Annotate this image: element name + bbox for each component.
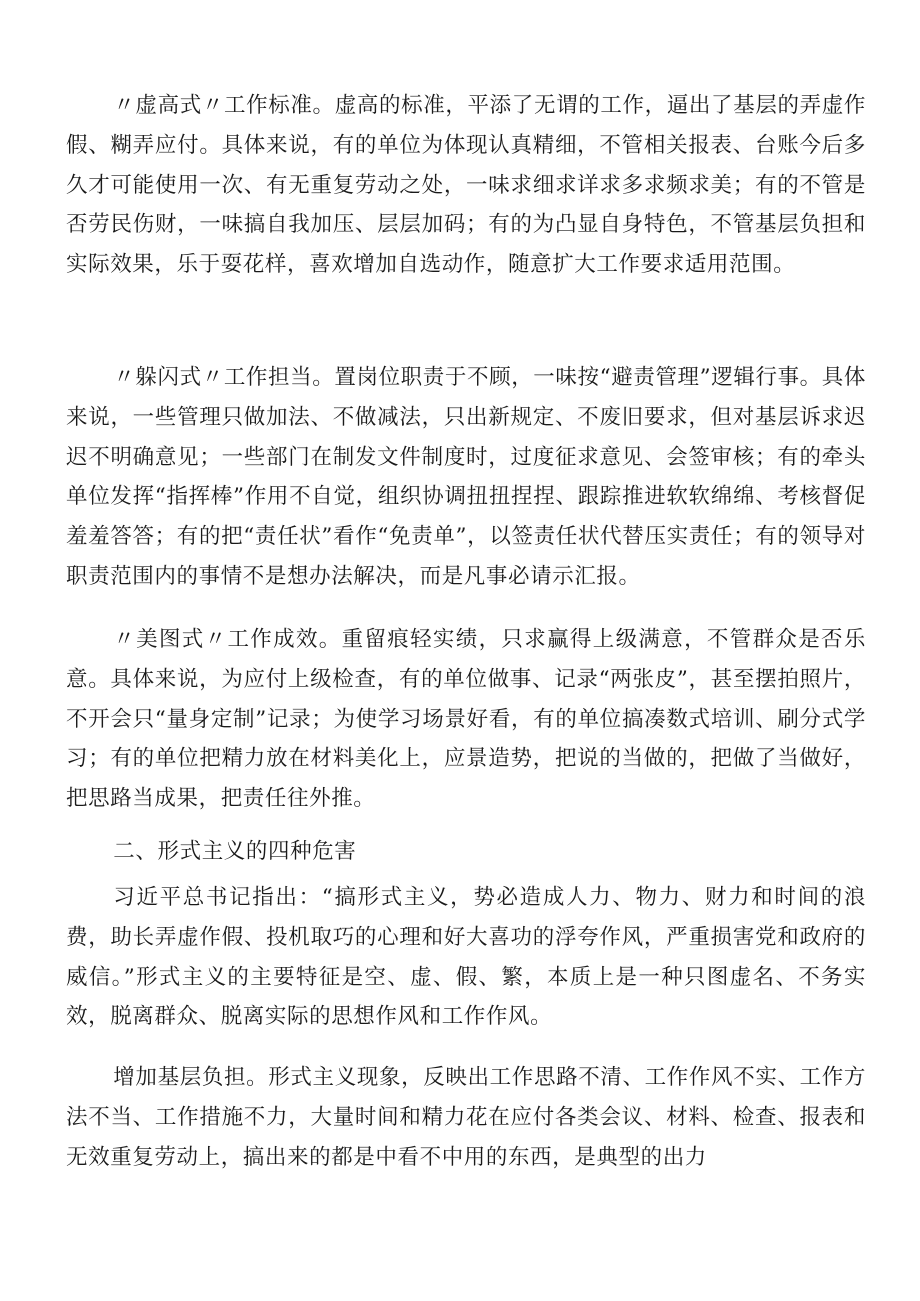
section-heading: 二、形式主义的四种危害 bbox=[113, 839, 357, 864]
paragraph-showcase-results: 〃美图式〃工作成效。重留痕轻实绩，只求赢得上级满意，不管群众是否乐意。具体来说，为应付上级检查，有的单位做事、记录“两张皮”，甚至摆拍照片，不开会只“量身定制”记录；为使学习场景好看，有的单位搞凑数式培训、刷分式学习；有的单位把精力放在材料美化上，应景造势，把说的当做的，把做了当做好，把思路当成果，把责任往外推。 bbox=[66, 627, 866, 812]
paragraph-quote: 习近平总书记指出：“搞形式主义，势必造成人力、物力、财力和时间的浪费，助长弄虚作假、投机取巧的心理和好大喜功的浮夸作风，严重损害党和政府的威信。”形式主义的主要特征是空、虚、假、繁，本质上是一种只图虚名、不务实效，脱离群众、脱离实际的思想作风和工作作风。 bbox=[66, 885, 866, 1030]
paragraph-evasive-responsibility: 〃躲闪式〃工作担当。置岗位职责于不顾，一味按“避责管理”逻辑行事。具体来说，一些管理只做加法、不做减法，只出新规定、不废旧要求，但对基层诉求迟迟不明确意见；一些部门在制发文件制度时，过度征求意见、会签审核；有的牵头单位发挥“指挥棒”作用不自觉，组织协调扭扭捏捏、跟踪推进软软绵绵、考核督促羞羞答答；有的把“责任状”看作“免责单”，以签责任状代替压实责任；有的领导对职责范围内的事情不是想办法解决，而是凡事必请示汇报。 bbox=[66, 365, 866, 589]
paragraph-inflated-standards: 〃虚高式〃工作标准。虚高的标准，平添了无谓的工作，逼出了基层的弄虚作假、糊弄应付。具体来说，有的单位为体现认真精细，不管相关报表、台账今后多久才可能使用一次、有无重复劳动之处，一味求细求详求多求频求美；有的不管是否劳民伤财，一味搞自我加压、层层加码；有的为凸显自身特色，不管基层负担和实际效果，乐于耍花样，喜欢增加自选动作，随意扩大工作要求适用范围。 bbox=[66, 93, 866, 278]
paragraph-grassroots-burden: 增加基层负担。形式主义现象，反映出工作思路不清、工作作风不实、工作方法不当、工作措施不力，大量时间和精力花在应付各类会议、材料、检查、报表和无效重复劳动上，搞出来的都是中看不中用的东西，是典型的出力 bbox=[66, 1065, 866, 1170]
